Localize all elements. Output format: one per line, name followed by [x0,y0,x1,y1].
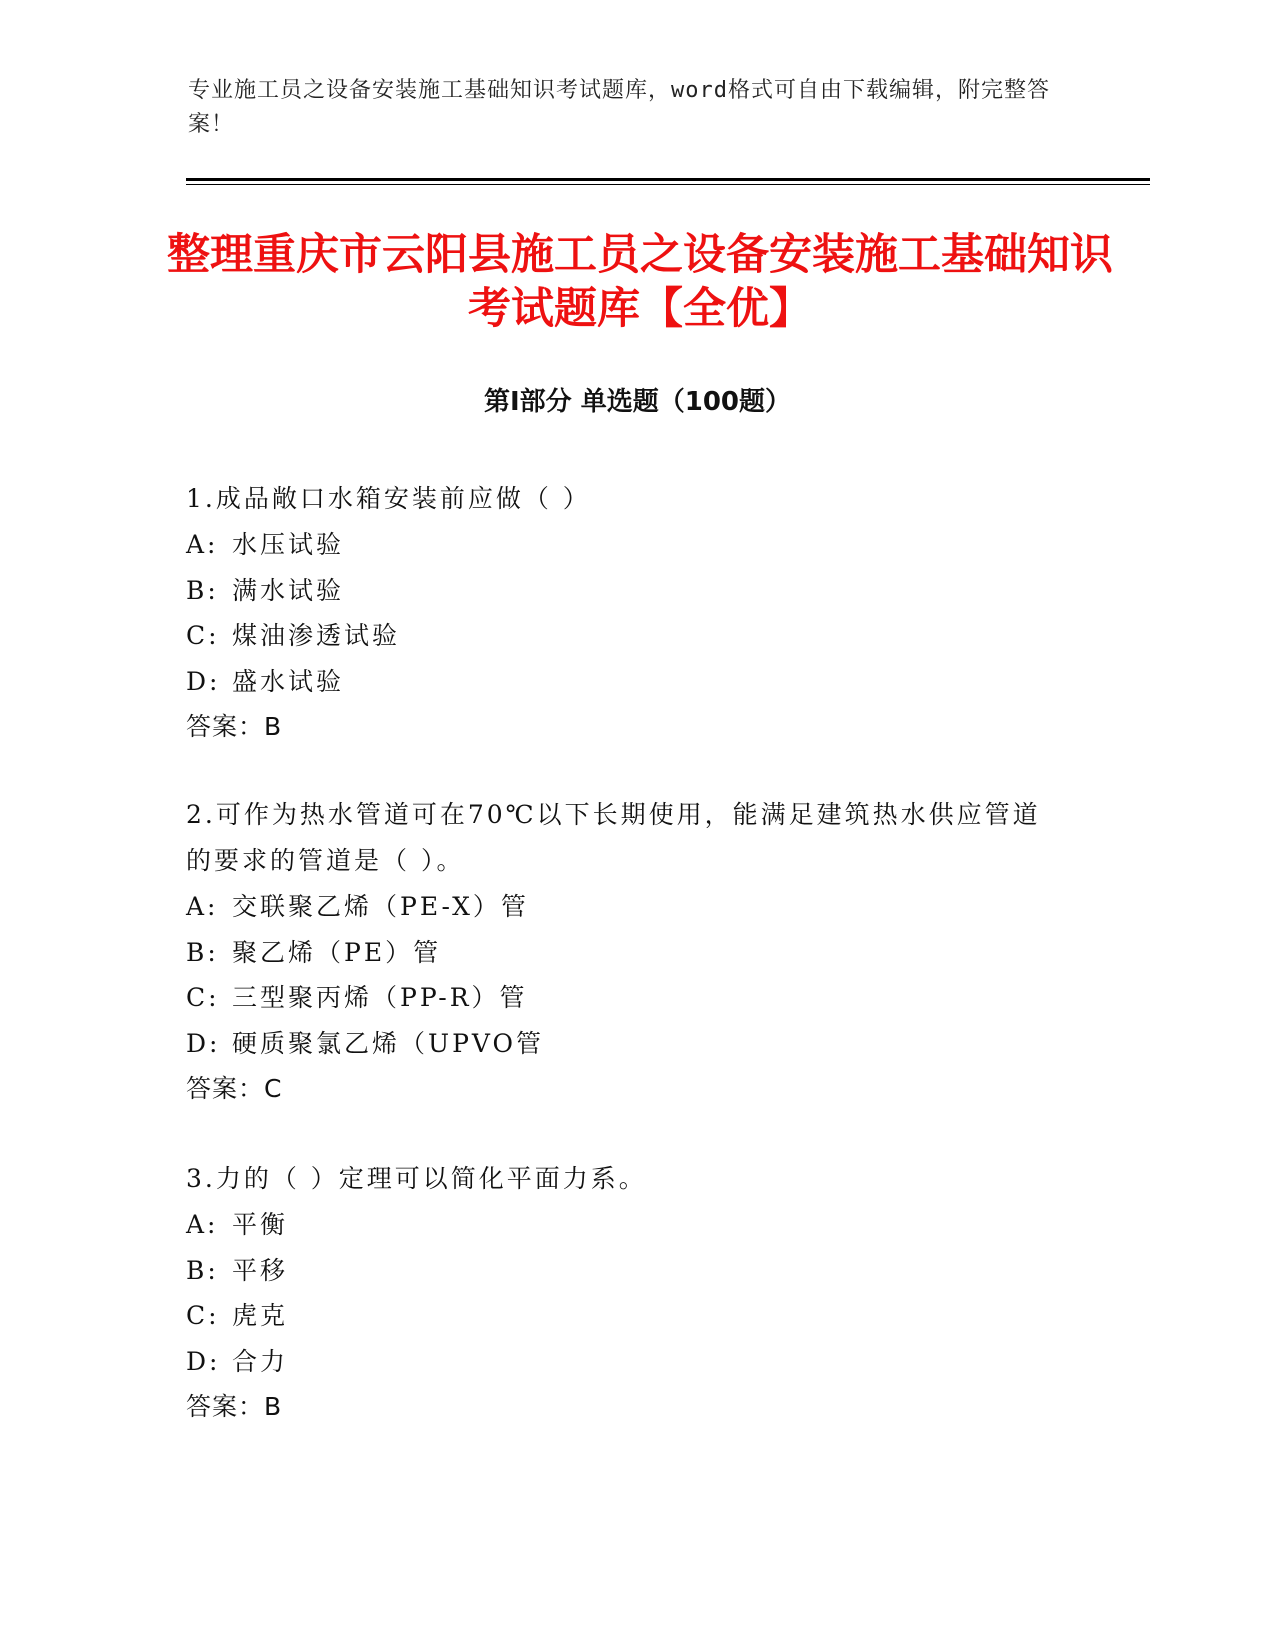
option-b [186,930,1066,976]
option-text: 硬质聚氯乙烯（UPVO管 [232,1028,545,1058]
option-a [186,1202,1066,1248]
question-1 [186,476,1066,750]
option-key: B: [186,937,219,967]
option-key: A: [186,1210,219,1239]
option-text: 合力 [232,1346,289,1376]
document-title: 整理重庆市云阳县施工员之设备安装施工基础知识考试题库【全优】 [167,230,1113,334]
option-b [186,1248,1066,1294]
option-key: C: [186,983,220,1012]
option-key: C: [186,1301,220,1330]
option-key: D: [186,1028,221,1058]
header-divider-thick [186,178,1150,181]
option-d [186,659,1066,705]
option-key: A: [186,530,219,559]
question-stem: 2.可作为热水管道可在70℃以下长期使用，能满足建筑热水供应管道的要求的管道是（ ）。 [186,800,1041,875]
option-text: 水压试验 [232,530,345,559]
option-text: 聚乙烯（PE）管 [232,937,442,967]
answer: 答案：B [186,712,283,741]
question-stem: 3.力的（ ）定理可以简化平面力系。 [186,1164,647,1193]
section-heading: 第I部分 单选题（100题） [484,387,791,417]
option-c [186,1293,1066,1339]
option-c [186,975,1066,1021]
option-key: B: [186,1255,219,1285]
option-text: 盛水试验 [232,666,345,696]
question-3 [186,1156,1066,1430]
answer: 答案：C [186,1074,283,1103]
option-c [186,613,1066,659]
option-text: 虎克 [232,1301,289,1330]
answer: 答案：B [186,1392,283,1421]
option-key: D: [186,1346,221,1376]
header-note: 专业施工员之设备安装施工基础知识考试题库，word格式可自由下载编辑，附完整答案！ [188,78,1050,137]
option-text: 满水试验 [232,575,345,605]
option-a [186,522,1066,568]
option-key: B: [186,575,219,605]
option-text: 交联聚乙烯（PE-X）管 [232,892,529,921]
header-divider-thin [186,184,1150,185]
option-text: 三型聚丙烯（PP-R）管 [232,983,528,1012]
option-key: C: [186,621,220,650]
option-key: A: [186,892,219,921]
option-key: D: [186,666,221,696]
option-b [186,568,1066,614]
option-text: 平移 [232,1255,289,1285]
option-a [186,884,1066,930]
option-text: 平衡 [232,1210,289,1239]
question-2 [186,792,1066,1112]
option-d [186,1021,1066,1067]
option-d [186,1339,1066,1385]
option-text: 煤油渗透试验 [232,621,401,650]
question-stem: 1.成品敞口水箱安装前应做（ ） [186,484,591,513]
